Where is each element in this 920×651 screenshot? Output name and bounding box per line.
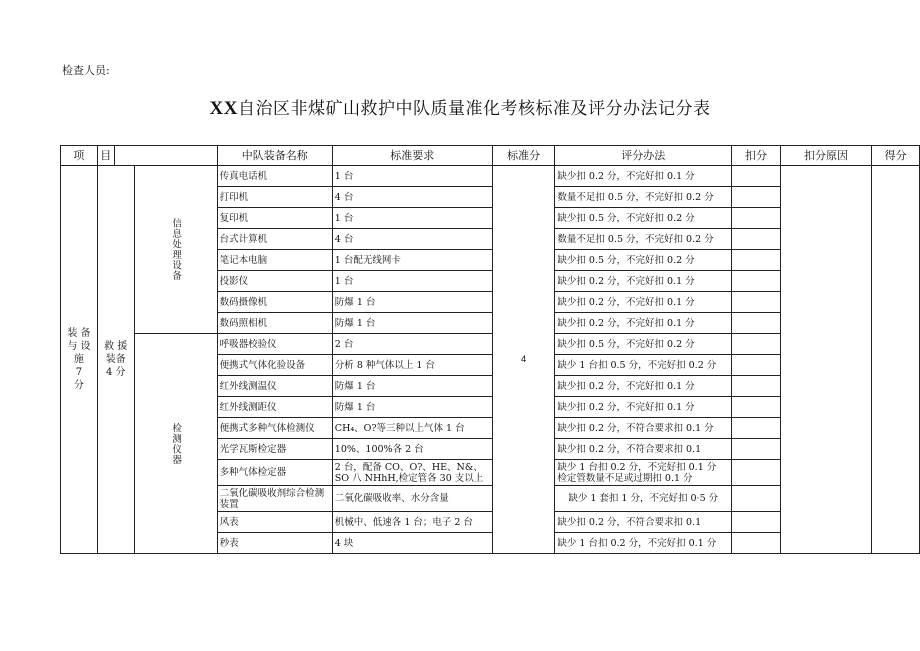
item-name: 风表 [217,512,332,533]
item-name: 二氧化碳吸收剂综合检测装置 [217,486,332,512]
deduct-reason-cell [780,166,871,554]
header-row [61,146,920,166]
category-line: 施 [73,354,84,365]
item-requirement: 机械中、低速各 1 台；电子 2 台 [332,512,492,533]
item-requirement: 防爆 1 台 [332,292,492,313]
item-requirement: 2 台 [332,334,492,355]
item-requirement: 10%、100%各 2 台 [332,439,492,460]
header-deduct-reason: 扣分原因 [780,146,871,166]
item-requirement: 1 台配无线网卡 [332,250,492,271]
item-method: 缺少扣 0.2 分，不完好扣 0.1 分 [555,271,732,292]
deduct-cell [732,271,781,292]
item-requirement: 4 台 [332,187,492,208]
deduct-cell [732,292,781,313]
item-name: 打印机 [217,187,332,208]
item-name: 笔记本电脑 [217,250,332,271]
table-row [61,166,920,187]
header-score: 得分 [872,146,920,166]
category-cell [61,166,98,554]
deduct-cell [732,166,781,187]
header-xiang: 项 [61,146,98,166]
deduct-cell [732,250,781,271]
deduct-cell [732,486,781,512]
item-name: 数码摄像机 [217,292,332,313]
group-detect-label: 检测仪器 [170,422,182,465]
item-name: 投影仪 [217,271,332,292]
item-requirement: 2 台，配备 CO、O?、HE、N&、SO 八 NHhH,检定管各 30 支以上 [332,460,492,486]
item-method: 缺少扣 0.2 分，不完好扣 0.1 分 [555,376,732,397]
title-text: 自治区非煤矿山救护中队质量准化考核标准及评分办法记分表 [237,99,711,119]
score-table [60,145,920,554]
item-name: 复印机 [217,208,332,229]
item-method: 缺少扣 0.5 分，不完好扣 0.2 分 [555,208,732,229]
item-method: 缺少扣 0.2 分，不符合要求扣 0.1 [555,512,732,533]
score-cell [872,166,920,554]
deduct-cell [732,533,781,554]
subcategory-line: 装备 [105,354,126,365]
item-name: 传真电话机 [217,166,332,187]
item-method: 缺少扣 0.2 分，不符合要求扣 0.1 分 [555,418,732,439]
category-line: 与 设 [67,341,91,352]
standard-score-cell: 4 [492,166,555,554]
item-name: 红外线测温仪 [217,376,332,397]
subcategory-line: 4 分 [105,367,126,378]
header-standard-score: 标准分 [492,146,555,166]
inspector-label: 检查人员: [62,64,110,77]
header-name: 中队装备名称 [217,146,332,166]
item-requirement: 防爆 1 台 [332,397,492,418]
header-scoring: 评分办法 [555,146,732,166]
group-info-label: 信息处理设备 [170,218,182,281]
group-detect-cell [134,334,217,554]
item-method [555,460,732,486]
item-requirement: 1 台 [332,271,492,292]
item-method: 缺少扣 0.2 分，不完好扣 0.1 分 [555,397,732,418]
item-method-line: 缺少 1 台扣 0.2 分，不完好扣 0.1 分 [557,461,717,473]
header-deduct: 扣分 [732,146,781,166]
item-name: 光学瓦斯检定器 [217,439,332,460]
page-title [0,94,920,120]
item-method: 缺少扣 0.2 分，不完好扣 0.1 分 [555,292,732,313]
deduct-cell [732,355,781,376]
deduct-cell [732,397,781,418]
item-requirement: CH₄、O?等三种以上气体 1 台 [332,418,492,439]
deduct-cell [732,208,781,229]
item-method: 数量不足扣 0.5 分，不完好扣 0.2 分 [555,187,732,208]
item-method-line: 检定管数量不足或过期扣 0.1 分 [557,472,693,484]
item-name: 便携式气体化验设备 [217,355,332,376]
title-prefix: XX [209,98,238,119]
header-blank [114,146,217,166]
subcategory-cell [97,166,134,554]
item-requirement: 防爆 1 台 [332,376,492,397]
item-method: 缺少扣 0.2 分，不符合要求扣 0.1 [555,439,732,460]
item-requirement: 1 台 [332,208,492,229]
item-method: 缺少 1 台扣 0.2 分，不完好扣 0.1 分 [555,533,732,554]
item-requirement: 防爆 1 台 [332,313,492,334]
category-line: 装 备 [67,328,91,339]
deduct-cell [732,512,781,533]
deduct-cell [732,187,781,208]
item-requirement: 1 台 [332,166,492,187]
item-method: 数量不足扣 0.5 分，不完好扣 0.2 分 [555,229,732,250]
item-method: 缺少扣 0.5 分，不完好扣 0.2 分 [555,250,732,271]
item-requirement: 4 块 [332,533,492,554]
header-mu: 目 [97,146,114,166]
item-method: 缺少 1 套扣 1 分，不完好扣 0·5 分 [555,486,732,512]
item-method: 缺少扣 0.2 分，不完好扣 0.1 分 [555,313,732,334]
category-line: 分 [73,380,84,391]
item-name: 台式计算机 [217,229,332,250]
deduct-cell [732,376,781,397]
item-requirement: 4 台 [332,229,492,250]
deduct-cell [732,313,781,334]
category-line: 7 [75,367,83,378]
item-name: 多种气体检定器 [217,460,332,486]
item-method: 缺少扣 0.2 分，不完好扣 0.1 分 [555,166,732,187]
item-name: 呼吸器校验仪 [217,334,332,355]
item-method: 缺少 1 台扣 0.5 分，不完好扣 0.2 分 [555,355,732,376]
group-info-cell [134,166,217,334]
item-method: 缺少扣 0.5 分，不完好扣 0.2 分 [555,334,732,355]
deduct-cell [732,418,781,439]
subcategory-line: 救 援 [104,341,128,352]
deduct-cell [732,439,781,460]
header-requirement: 标准要求 [332,146,492,166]
item-requirement: 二氧化碳吸收率、水分含量 [332,486,492,512]
item-name: 秒表 [217,533,332,554]
deduct-cell [732,460,781,486]
item-name: 数码照相机 [217,313,332,334]
item-requirement: 分析 8 种气体以上 1 台 [332,355,492,376]
deduct-cell [732,229,781,250]
item-name: 红外线测距仪 [217,397,332,418]
deduct-cell [732,334,781,355]
item-name: 便携式多种气体检测仪 [217,418,332,439]
